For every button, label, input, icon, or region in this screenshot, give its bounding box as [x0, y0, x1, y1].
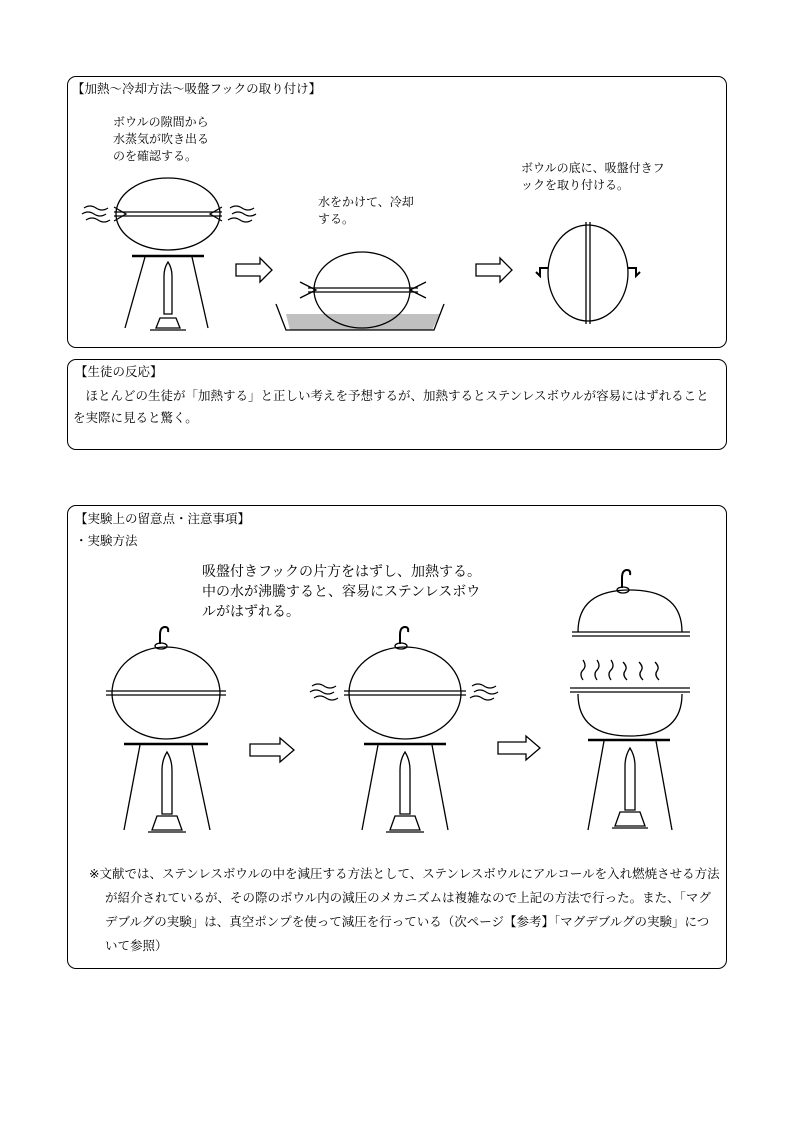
steam-left-icon [310, 684, 338, 700]
caption-hook-line2: ックを取り付ける。 [521, 178, 630, 192]
steam-right-icon [470, 684, 498, 700]
caption-cool-line2: する。 [318, 212, 355, 226]
boiling-bowl [344, 627, 466, 739]
arrow-icon [250, 738, 294, 762]
burner-stand [588, 740, 672, 830]
section2-title: 【生徒の反応】 [75, 364, 163, 379]
arrow-icon [498, 736, 540, 760]
open-lower-bowl [570, 688, 690, 736]
method-caption-line1: 吸盤付きフックの片方をはずし、加熱する。 [202, 564, 482, 580]
student-reaction-text: ほとんどの生徒が「加熱する」と正しい考えを予想するが、加熱するとステンレスボウルが容易にはずれることを実際に見ると驚く。 [73, 388, 709, 425]
caption-hook-line1: ボウルの底に、吸盤付きフ [521, 161, 665, 175]
section3-subtitle: ・実験方法 [75, 533, 138, 548]
method-caption-line2: 中の水が沸騰すると、容易にステンレスボウ [202, 584, 481, 600]
literature-note: ※文献では、ステンレスボウルの中を減圧する方法として、ステンレスボウルにアルコールを入れ燃焼させる方法が紹介されているが、その際のボウル内の減圧のメカニズムは複雑なので上記の方法で行った。また、「マグデブルグの実験」は、真空ポンプを使って減圧を行っている（次ページ【参考】「マグデブルグの実験」について参照） [89, 866, 720, 953]
rising-steam-icon [581, 660, 659, 680]
caption-steam-line1: ボウルの隙間から [113, 115, 209, 129]
caption-cool-line1: 水をかけて、冷却 [318, 195, 414, 209]
burner-stand [362, 744, 448, 832]
caption-steam-line3: のを確認する。 [113, 149, 198, 163]
detached-bowl-lid [572, 570, 690, 636]
section1-title: 【加熱～冷却方法～吸盤フックの取り付け】 [72, 81, 322, 96]
burner-stand [124, 744, 210, 832]
section3-title: 【実験上の留意点・注意事項】 [75, 511, 251, 526]
caption-steam-line2: 水蒸気が吹き出る [113, 132, 210, 146]
bowl-with-single-hook [106, 627, 226, 739]
method-caption-line3: ルがはずれる。 [202, 604, 300, 620]
